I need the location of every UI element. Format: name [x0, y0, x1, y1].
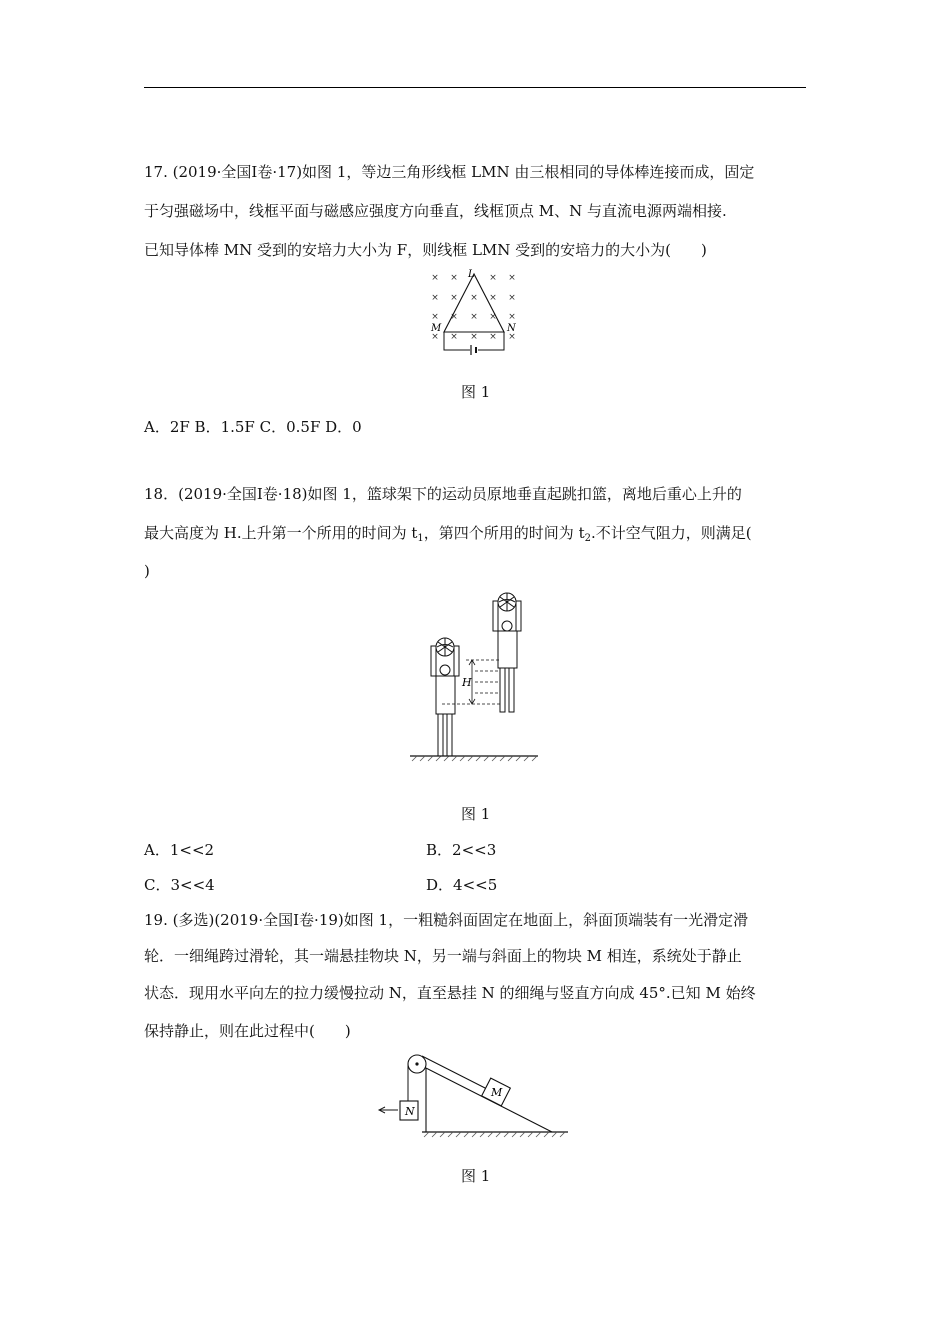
- q17-figure-caption: 图 1: [461, 383, 491, 401]
- player-standing: [431, 638, 459, 756]
- q18-option-c: C．3<<4: [144, 876, 215, 894]
- svg-text:×: ×: [470, 312, 478, 322]
- q19-line-2: 轮．一细绳跨过滑轮，其一端悬挂物块 N，另一端与斜面上的物块 M 相连，系统处于静止: [144, 947, 742, 965]
- q18-option-b: B．2<<3: [426, 841, 497, 859]
- pulley-axle: [415, 1062, 418, 1065]
- q18-figure-caption: 图 1: [461, 805, 491, 823]
- rope-along-incline: [422, 1056, 489, 1090]
- q17-line-1: 17. (2019·全国Ⅰ卷·17)如图 1，等边三角形线框 LMN 由三根相同的导体棒连接而成，固定: [144, 163, 755, 181]
- label-m: M: [431, 323, 442, 334]
- q18-line-3: ): [144, 562, 150, 580]
- svg-text:×: ×: [470, 293, 478, 303]
- q19-line-1: 19. (多选)(2019·全国Ⅰ卷·19)如图 1，一粗糙斜面固定在地面上，斜面顶端装有一光滑定滑: [144, 911, 749, 929]
- svg-text:×: ×: [470, 332, 478, 342]
- ground-hatch: [412, 756, 537, 761]
- svg-text:×: ×: [489, 273, 497, 283]
- svg-text:×: ×: [508, 312, 516, 322]
- label-h: H: [462, 676, 472, 689]
- q17-options: A．2F B．1.5F C．0.5F D．0: [144, 418, 362, 436]
- header-rule: [144, 87, 806, 88]
- svg-text:×: ×: [489, 332, 497, 342]
- label-m: M: [491, 1086, 503, 1099]
- q18-option-a: A．1<<2: [144, 841, 215, 859]
- svg-text:×: ×: [450, 332, 458, 342]
- q17-line-2: 于匀强磁场中，线框平面与磁感应强度方向垂直，线框顶点 M、N 与直流电源两端相接.: [144, 202, 727, 220]
- q19-incline-pulley-figure: [372, 1048, 572, 1140]
- q18-line-1: 18．(2019·全国Ⅰ卷·18)如图 1，篮球架下的运动员原地垂直起跳扣篮，离地后重心上升的: [144, 485, 742, 503]
- label-n: N: [507, 323, 516, 334]
- q19-line-3: 状态．现用水平向左的拉力缓慢拉动 N，直至悬挂 N 的细绳与竖直方向成 45°.已知 M 始终: [144, 984, 756, 1002]
- player-jumping: [493, 593, 521, 712]
- label-l: L: [468, 269, 475, 280]
- svg-text:×: ×: [508, 293, 516, 303]
- q19-figure-caption: 图 1: [461, 1167, 491, 1185]
- svg-text:×: ×: [450, 293, 458, 303]
- q18-line-2: 最大高度为 H.上升第一个所用的时间为 $t_1$，第四个所用的时间为 $t_2$.不计空气阻力，则满足(: [144, 524, 752, 544]
- svg-text:×: ×: [450, 312, 458, 322]
- q18-option-d: D．4<<5: [426, 876, 498, 894]
- q17-triangle-frame-figure: [425, 268, 525, 356]
- svg-text:×: ×: [489, 293, 497, 303]
- svg-text:×: ×: [508, 332, 516, 342]
- svg-text:×: ×: [431, 273, 439, 283]
- svg-text:×: ×: [431, 332, 439, 342]
- q19-line-4: 保持静止，则在此过程中( ): [144, 1022, 351, 1040]
- svg-text:×: ×: [431, 293, 439, 303]
- svg-text:×: ×: [489, 312, 497, 322]
- svg-text:×: ×: [450, 273, 458, 283]
- svg-text:×: ×: [508, 273, 516, 283]
- svg-text:×: ×: [431, 312, 439, 322]
- q17-line-3: 已知导体棒 MN 受到的安培力大小为 F，则线框 LMN 受到的安培力的大小为( ): [144, 241, 707, 259]
- label-n: N: [405, 1105, 415, 1118]
- ground-hatch: [424, 1132, 565, 1137]
- q18-basketball-player-figure: [408, 590, 540, 762]
